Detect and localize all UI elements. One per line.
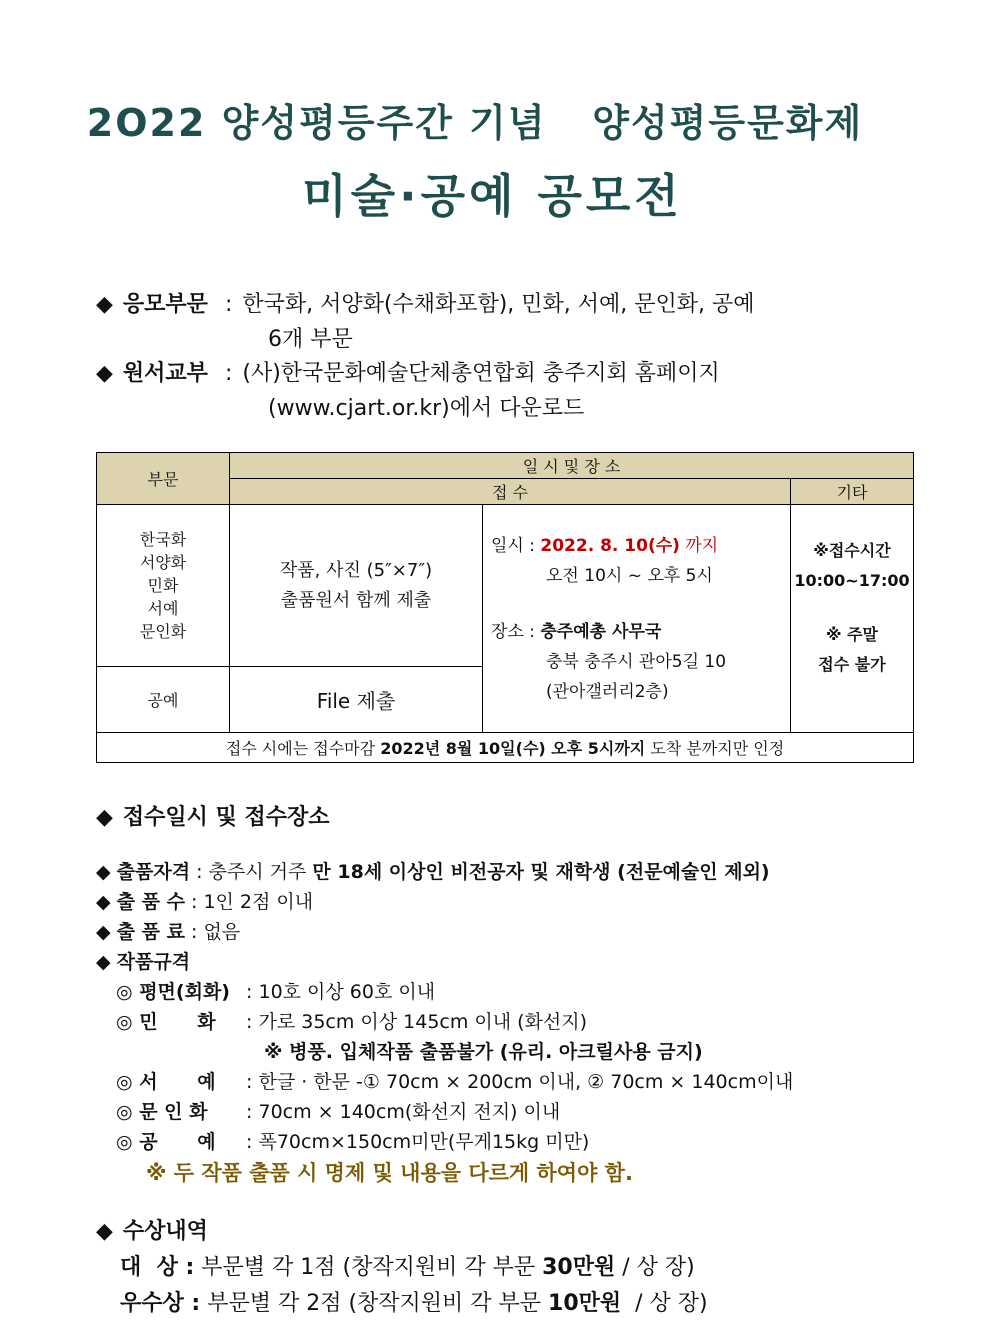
spec-row: ◎ 문 인 화 : 70cm × 140cm(화선지 전지) 이내 <box>116 1101 561 1123</box>
header-category: 부문 <box>97 453 230 505</box>
submit-info: 작품, 사진 (5″×7″) 출품원서 함께 제출 <box>230 505 483 667</box>
entry-fee: ◆ 출 품 료 : 없음 <box>96 921 241 943</box>
category-list: 한국화 서양화 민화 서예 문인화 <box>97 505 230 667</box>
section-heading: ◆ 접수일시 및 접수장소 <box>96 805 330 830</box>
table-note: 접수 시에는 접수마감 2022년 8월 10일(수) 오후 5시까지 도착 분까지만 인정 <box>97 733 914 763</box>
diamond-icon: ◆ <box>96 805 113 830</box>
title-line-1: 2O22 양성평등주간 기념 양성평등문화제 <box>86 101 864 145</box>
minhwa-note: ※ 병풍. 입체작품 출품불가 (유리. 아크릴사용 금지) <box>264 1041 703 1063</box>
diamond-icon: ◆ <box>96 292 113 317</box>
diamond-icon: ◆ <box>96 361 113 386</box>
schedule-detail: 일시 : 2022. 8. 10(수) 까지 오전 10시 ~ 오후 5시 장소 : 충주예총 사무국 충북 충주시 관아5길 10 (관아갤러리2층) <box>483 505 791 733</box>
diamond-icon: ◆ <box>96 861 117 883</box>
etc-info: ※접수시간 10:00~17:00 ※ 주말 접수 불가 <box>791 505 914 733</box>
craft-submit: File 제출 <box>230 667 483 733</box>
category-craft: 공예 <box>97 667 230 733</box>
header-datetime: 일 시 및 장 소 <box>230 453 914 479</box>
spec-row: ◎ 서 예 : 한글 · 한문 -① 70cm × 200cm 이내, ② 70cm × 140cm이내 <box>116 1071 794 1093</box>
diamond-icon: ◆ <box>96 921 117 943</box>
title-line-2: 미술·공예 공모전 <box>302 169 683 223</box>
award-excellence: 우수상 : 부문별 각 2점 (창작지원비 각 부문 10만원 / 상 장) <box>120 1291 708 1316</box>
entry-count: ◆ 출 품 수 : 1인 2점 이내 <box>96 891 314 913</box>
spec-row: ◎ 평면(회화) : 10호 이상 60호 이내 <box>116 981 436 1003</box>
diamond-icon: ◆ <box>96 951 117 973</box>
header-etc: 기타 <box>791 479 914 505</box>
intro-value-2[interactable]: (www.cjart.or.kr)에서 다운로드 <box>268 396 585 421</box>
schedule-table <box>96 452 914 763</box>
eligibility: ◆ 출품자격 : 충주시 거주 만 18세 이상인 비전공자 및 재학생 (전문예술인 제외) <box>96 861 770 883</box>
spec-heading: ◆ 작품규격 <box>96 951 191 973</box>
intro-label: 응모부문 <box>122 292 208 317</box>
intro-value-2: 6개 부문 <box>268 327 353 352</box>
header-receive: 접 수 <box>230 479 791 505</box>
warning-note: ※ 두 작품 출품 시 명제 및 내용을 다르게 하여야 함. <box>146 1161 633 1185</box>
diamond-icon: ◆ <box>96 1219 113 1244</box>
diamond-icon: ◆ <box>96 891 117 913</box>
award-grand: 대 상 : 부문별 각 1점 (창작지원비 각 부문 30만원 / 상 장) <box>120 1255 695 1280</box>
spec-row: ◎ 공 예 : 폭70cm×150cm미만(무게15kg 미만) <box>116 1131 590 1153</box>
awards-heading: ◆ 수상내역 <box>96 1219 208 1244</box>
intro-value: (사)한국문화예술단체총연합회 충주지회 홈페이지 <box>242 361 720 386</box>
intro-label: 원서교부 <box>122 361 208 386</box>
intro-item-category: ◆ 응모부문 : 한국화, 서양화(수채화포함), 민화, 서예, 문인화, 공예 <box>96 292 755 317</box>
intro-item-form: ◆ 원서교부 : (사)한국문화예술단체총연합회 충주지회 홈페이지 <box>96 361 720 386</box>
intro-value: 한국화, 서양화(수채화포함), 민화, 서예, 문인화, 공예 <box>242 292 755 317</box>
spec-row: ◎ 민 화 : 가로 35cm 이상 145cm 이내 (화선지) <box>116 1011 588 1033</box>
